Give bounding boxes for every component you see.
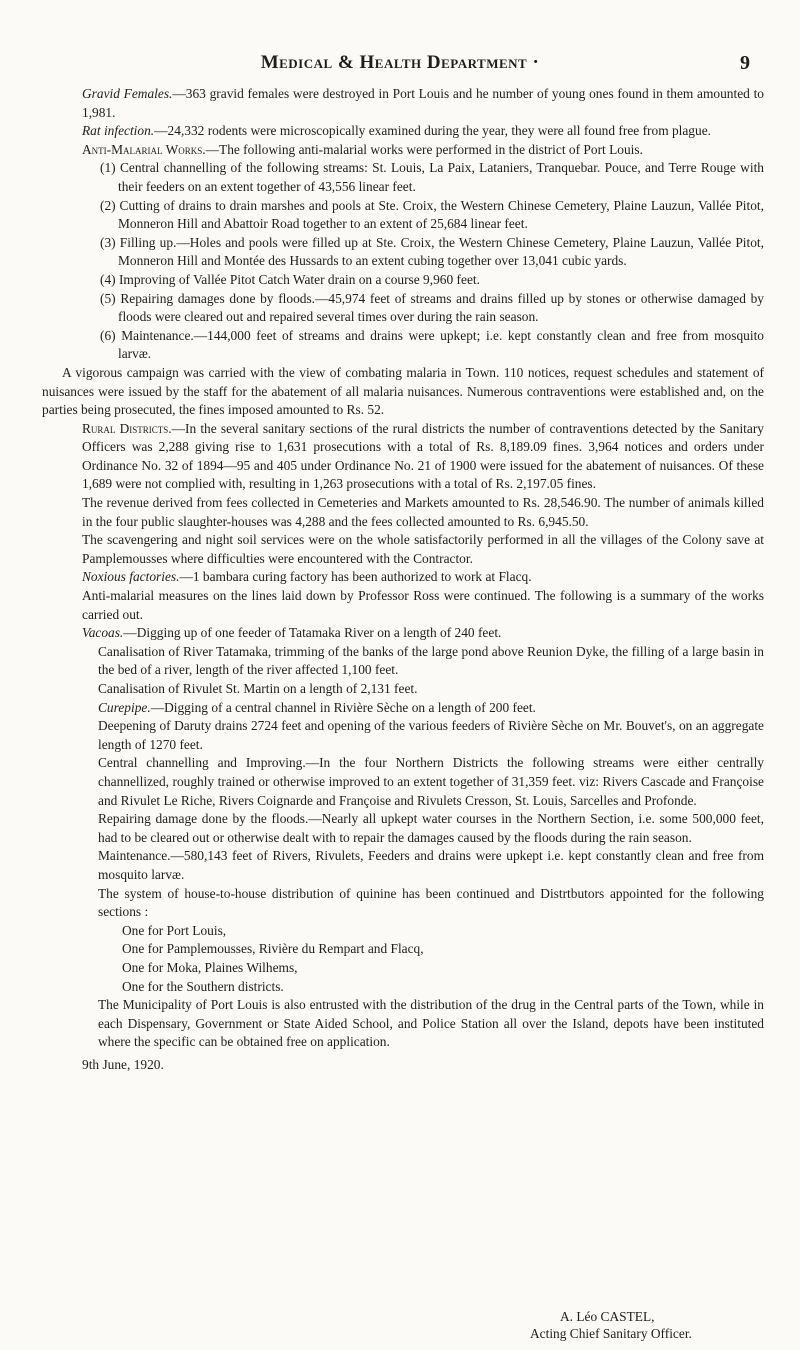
- central-channelling-paragraph: Central channelling and Improving.—In the four Northern Districts the following streams were either centrally channellized, roughly trained or otherwise improved to an extent together of 31,359 feet. viz: Rivers Cascade and Françoise and Rivulet Le Riche, Rivers Coignarde and Françoise and Rivulets Cresson, St. Louis, Sarcelles and Profonde.: [98, 755, 764, 808]
- work-item-3: (3) Filling up.—Holes and pools were filled up at Ste. Croix, the Western Chinese Cemetery, Plaine Lauzun, Vallée Pitot, Monneron Hill and Montée des Hussards to an extent cubing together over 13,041 cubic yards.: [100, 234, 764, 269]
- anti-malarial-text: —The following anti-malarial works were performed in the district of Port Louis.: [205, 141, 643, 157]
- curepipe-label: Curepipe.: [98, 699, 151, 715]
- noxious-label: Noxious factories.: [82, 569, 180, 585]
- maintenance-paragraph: Maintenance.—580,143 feet of Rivers, Rivulets, Feeders and drains were upkept i.e. kept constantly clean and free from mosquito larvæ.: [98, 848, 764, 882]
- rural-label: Rural Districts.: [82, 420, 172, 436]
- scavenging-paragraph: The scavengering and night soil services were on the whole satisfactorily performed in all the villages of the Colony save at Pamplemousses where difficulties were encountered with the Contractor.: [82, 532, 764, 566]
- section-item: One for Port Louis,: [122, 922, 227, 938]
- page-number: 9: [740, 52, 750, 74]
- gravid-label: Gravid Females.: [82, 86, 173, 101]
- section-item: One for the Southern districts.: [122, 978, 284, 994]
- vigorous-campaign-paragraph: A vigorous campaign was carried with the view of combating malaria in Town. 110 notices, request schedules and statement of nuisances were issued by the staff for the abatement of all malaria nuisances. Numerous contraventions were established and, on the parties being prosecuted, the fines imposed amounted to Rs. 52.: [42, 364, 764, 418]
- report-date: 9th June, 1920.: [82, 1056, 164, 1072]
- section-item: One for Pamplemousses, Rivière du Rempart and Flacq,: [122, 941, 424, 957]
- vacoas-paragraph: [42, 624, 764, 643]
- curepipe-text: —Digging of a central channel in Rivière Sèche on a length of 200 feet.: [150, 699, 536, 715]
- noxious-text: —1 bambara curing factory has been authorized to work at Flacq.: [179, 569, 532, 585]
- work-item-6: (6) Maintenance.—144,000 feet of streams and drains were upkept; i.e. kept constantly clean and free from mosquito larvæ.: [100, 327, 764, 362]
- vacoas-canalisation-paragraph: Canalisation of River Tatamaka, trimming of the banks of the large pond above Reunion Dyke, the filling of a large basin in the bed of a river, length of the river affected 1,100 feet.: [98, 643, 764, 678]
- anti-malarial-heading: [42, 141, 764, 160]
- curepipe-deepening-paragraph: Deepening of Daruty drains 2724 feet and opening of the various feeders of Rivière Sèche on Mr. Bouvet's, on an aggregate length of 1270 feet.: [98, 718, 764, 752]
- gravid-females-paragraph: [42, 85, 764, 122]
- curepipe-paragraph: [42, 699, 764, 718]
- gravid-text: —363 gravid females were destroyed in Port Louis and he number of young ones found in them amounted to 1,981.: [82, 86, 764, 120]
- rat-label: Rat infection.: [82, 123, 155, 139]
- section-item: One for Moka, Plaines Wilhems,: [122, 959, 298, 975]
- signature-block: [530, 1308, 692, 1342]
- work-item-5: (5) Repairing damages done by floods.—45,974 feet of streams and drains filled up by stones or otherwise damaged by floods were cleared out and repaired several times over during the rain season.: [100, 290, 764, 325]
- quinine-paragraph: The system of house-to-house distribution of quinine has been continued and Distrtbutors appointed for the following sections :: [98, 885, 764, 920]
- rat-text: —24,332 rodents were microscopically examined during the year, they were all found free from plague.: [154, 123, 711, 139]
- rat-infection-paragraph: [42, 122, 764, 141]
- repairing-damage-paragraph: Repairing damage done by the floods.—Nearly all upkept water courses in the Northern Section, i.e. some 500,000 feet, had to be cleared out or otherwise dealt with to repair the damages caused by the floods during the rain season.: [98, 811, 764, 845]
- revenue-paragraph: The revenue derived from fees collected in Cemeteries and Markets amounted to Rs. 28,546.90. The number of animals killed in the four public slaughter-houses was 4,288 and the fees collected amounted to Rs. 6,945.50.: [82, 495, 764, 529]
- rural-districts-paragraph: [42, 420, 764, 494]
- work-item-1: (1) Central channelling of the following streams: St. Louis, La Paix, Lataniers, Tranquebar. Pouce, and Terre Rouge with their feeders on an extent together of 43,556 linear feet.: [100, 160, 764, 194]
- rural-text: —In the several sanitary sections of the rural districts the number of contraventions detected by the Sanitary Officers was 2,288 giving rise to 1,631 prosecutions with a total of Rs. 8,189.09 fines. 3,964 notices and orders under Ordinance No. 32 of 1894—95 and 405 under Ordinance No. 21 of 1900 were issued for the abatement of nuisances. Of these 1,689 were not complied with, resulting in 1,263 prosecutions with a total of Rs. 2,197.05 fines.: [82, 420, 764, 492]
- municipality-paragraph: The Municipality of Port Louis is also entrusted with the distribution of the drug in the Central parts of the Town, while in each Dispensary, Government or State Aided School, and Police Station all over the Island, depots have been instituted where the specific can be obtained free on application.: [98, 997, 764, 1050]
- work-item-2: (2) Cutting of drains to drain marshes and pools at Ste. Croix, the Western Chinese Cemetery, Plaine Lauzun, Vallée Pitot, Monneron Hill and Abattoir Road together to an extent of 25,684 linear feet.: [100, 197, 764, 232]
- anti-malarial-rural-paragraph: Anti-malarial measures on the lines laid down by Professor Ross were continued. The following is a summary of the works carried out.: [82, 588, 764, 622]
- work-item-4: (4) Improving of Vallée Pitot Catch Water drain on a course 9,960 feet.: [100, 271, 480, 287]
- report-body: [42, 85, 764, 1074]
- anti-malarial-label: Anti-Malarial Works.: [82, 141, 206, 157]
- signatory-title: Acting Chief Sanitary Officer.: [530, 1326, 692, 1341]
- signatory-name: A. Léo CASTEL,: [560, 1309, 655, 1324]
- page-header: Medical & Health Department ·: [260, 52, 540, 73]
- noxious-factories-paragraph: [42, 568, 764, 587]
- vacoas-text: —Digging up of one feeder of Tatamaka River on a length of 240 feet.: [123, 625, 502, 641]
- vacoas-martin-paragraph: Canalisation of Rivulet St. Martin on a length of 2,131 feet.: [98, 681, 418, 696]
- vacoas-label: Vacoas.: [82, 625, 124, 641]
